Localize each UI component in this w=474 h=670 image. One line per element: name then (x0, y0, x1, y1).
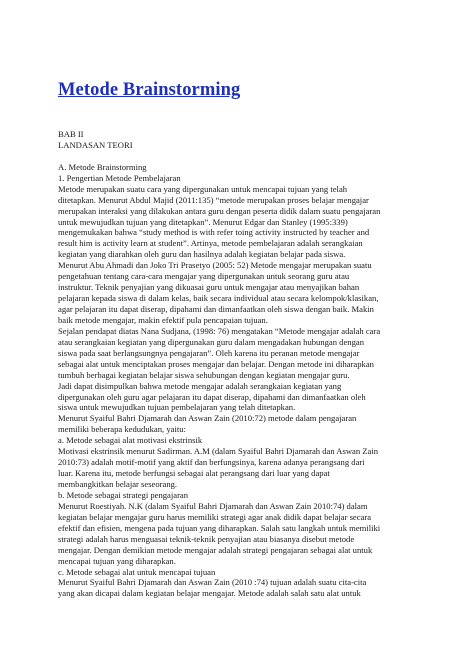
body-line: luar. Karena itu, metode berfungsi sebagai alat perangsang dari luar yang dapat (58, 468, 330, 479)
body-line: mencapai tujuan yang diharapkan. (58, 555, 176, 566)
chapter-label: BAB II (58, 129, 84, 139)
body-line: merupakan interaksi yang dilakukan antara guru dengan peserta didik dalam suatu pengajaran (58, 205, 381, 216)
body-line: Sejalan pendapat diatas Nana Sudjana, (1998: 76) mengatakan “Metode mengajar adalah cara (58, 325, 381, 336)
body-line: efektif dan efisien, mengena pada tujuan yang diharapkan. Salah satu langkah untuk memiliki (58, 522, 381, 533)
body-line: 1. Pengertian Metode Pembelajaran (58, 172, 181, 183)
body-line: siswa pada saat berlangsungnya pengajaran”. Oleh karena itu peranan metode mengajar (58, 347, 360, 358)
body-line: pelajaran kepada siswa di dalam kelas, baik secara individual atau secara kelompok/klasikan, (58, 293, 379, 304)
body-text (58, 162, 430, 600)
body-line: Menurut Abu Ahmadi dan Joko Tri Prasetyo (2005: 52) Metode mengajar merupakan suatu (58, 260, 372, 271)
body-line: Jadi dapat disimpulkan bahwa metode mengajar adalah serangkaian kegiatan yang (58, 380, 342, 391)
body-line: b. Metode sebagai strategi pengajaran (58, 489, 189, 500)
body-line: untuk mewujudkan tujuan yang ditetapkan”. Menurut Edgar dan Stanley (1995:339) (58, 216, 348, 227)
body-line: memiliki beberapa kedudukan, yaitu: (58, 424, 186, 435)
body-line: 2010:73) adalah motif-motif yang aktif dan berfungsinya, karena adanya perangsang dari (58, 457, 365, 468)
body-line: baik metode mengajar, makin efektif pula pencapaian tujuan. (58, 314, 268, 325)
body-line: mengemukakan bahwa “study method is with refer toing activity instructed by teacher and (58, 227, 370, 238)
body-line: Menurut Syaiful Bahri Djamarah dan Aswan Zain (2010 :74) tujuan adalah suatu cita-cita (58, 577, 367, 588)
body-line: strategi adalah harus menguasai teknik-teknik penyajian atau biasanya disebut metode (58, 533, 355, 544)
body-line: dipergunakan oleh guru agar pelajaran itu dapat diserap, dipahami dan dimanfaatkan oleh (58, 391, 366, 402)
body-line: atau serangkaian kegiatan yang dipergunakan guru dalam mengadakan hubungan dengan (58, 336, 365, 347)
body-line: Menurut Syaiful Bahri Djamarah dan Aswan Zain (2010:72) metode dalam pengajaran (58, 413, 357, 424)
body-line: mengajar. Dengan demikian metode mengajar adalah strategi pengajaran sebagai alat untuk (58, 544, 373, 555)
body-line: a. Metode sebagai alat motivasi ekstrinsik (58, 435, 203, 446)
paragraph-gap (58, 151, 430, 162)
body-line: Metode merupakan suatu cara yang dipergunakan untuk mencapai tujuan yang telah (58, 183, 348, 194)
body-line: kegiatan yang diarahkan oleh guru dan hasilnya adalah kegiatan belajar pada siswa. (58, 249, 346, 260)
body-line: tumbuh berbagai kegiatan belajar siswa sehubungan dengan kegiatan mengajar guru. (58, 369, 350, 380)
chapter-title: LANDASAN TEORI (58, 139, 133, 150)
body-line: kegiatan belajar mengajar guru harus memiliki strategi agar anak didik dapat belajar secara (58, 511, 372, 522)
body-line: sebagai alat untuk menciptakan proses mengajar dan belajar. Dengan metode ini diharapkan (58, 358, 374, 369)
body-line: result him is activity learn at student”. Artinya, metode pembelajaran adalah serangkaian (58, 238, 363, 249)
body-line: siswa untuk mewujudkan tujuan pembelajaran yang telah ditetapkan. (58, 402, 296, 413)
body-line: Menurut Roestiyah. N.K (dalam Syaiful Bahri Djamarah dan Aswan Zain 2010:74) dalam (58, 500, 368, 511)
body-line: pengetahuan tentang cara-cara mengajar yang dipergunakan untuk seorang guru atau (58, 271, 350, 282)
body-line: instruktur. Teknik penyajian yang dikuasai guru untuk mengajar atau menyajikan bahan (58, 282, 360, 293)
body-line: membangkitkan belajar seseorang. (58, 479, 178, 489)
body-line: ditetapkan. Menurut Abdul Majid (2011:135) “metode merupakan proses belajar mengajar (58, 194, 369, 205)
body-line: agar pelajaran itu dapat diserap, dipahami dan dimanfaatkan oleh siswa dengan baik. Makin (58, 304, 374, 314)
document-title[interactable]: Metode Brainstorming (58, 80, 241, 100)
body-line: yang akan dicapai dalam kegiatan belajar mengajar. Metode adalah salah satu alat untuk (58, 588, 361, 599)
document-body (58, 129, 430, 599)
body-line: c. Metode sebagai alat untuk mencapai tujuan (58, 566, 216, 577)
body-line: Motivasi ekstrinsik menurut Sadirman. A.M (dalam Syaiful Bahri Djamarah dan Aswan Zain (58, 446, 379, 457)
body-line: A. Metode Brainstorming (58, 161, 147, 172)
